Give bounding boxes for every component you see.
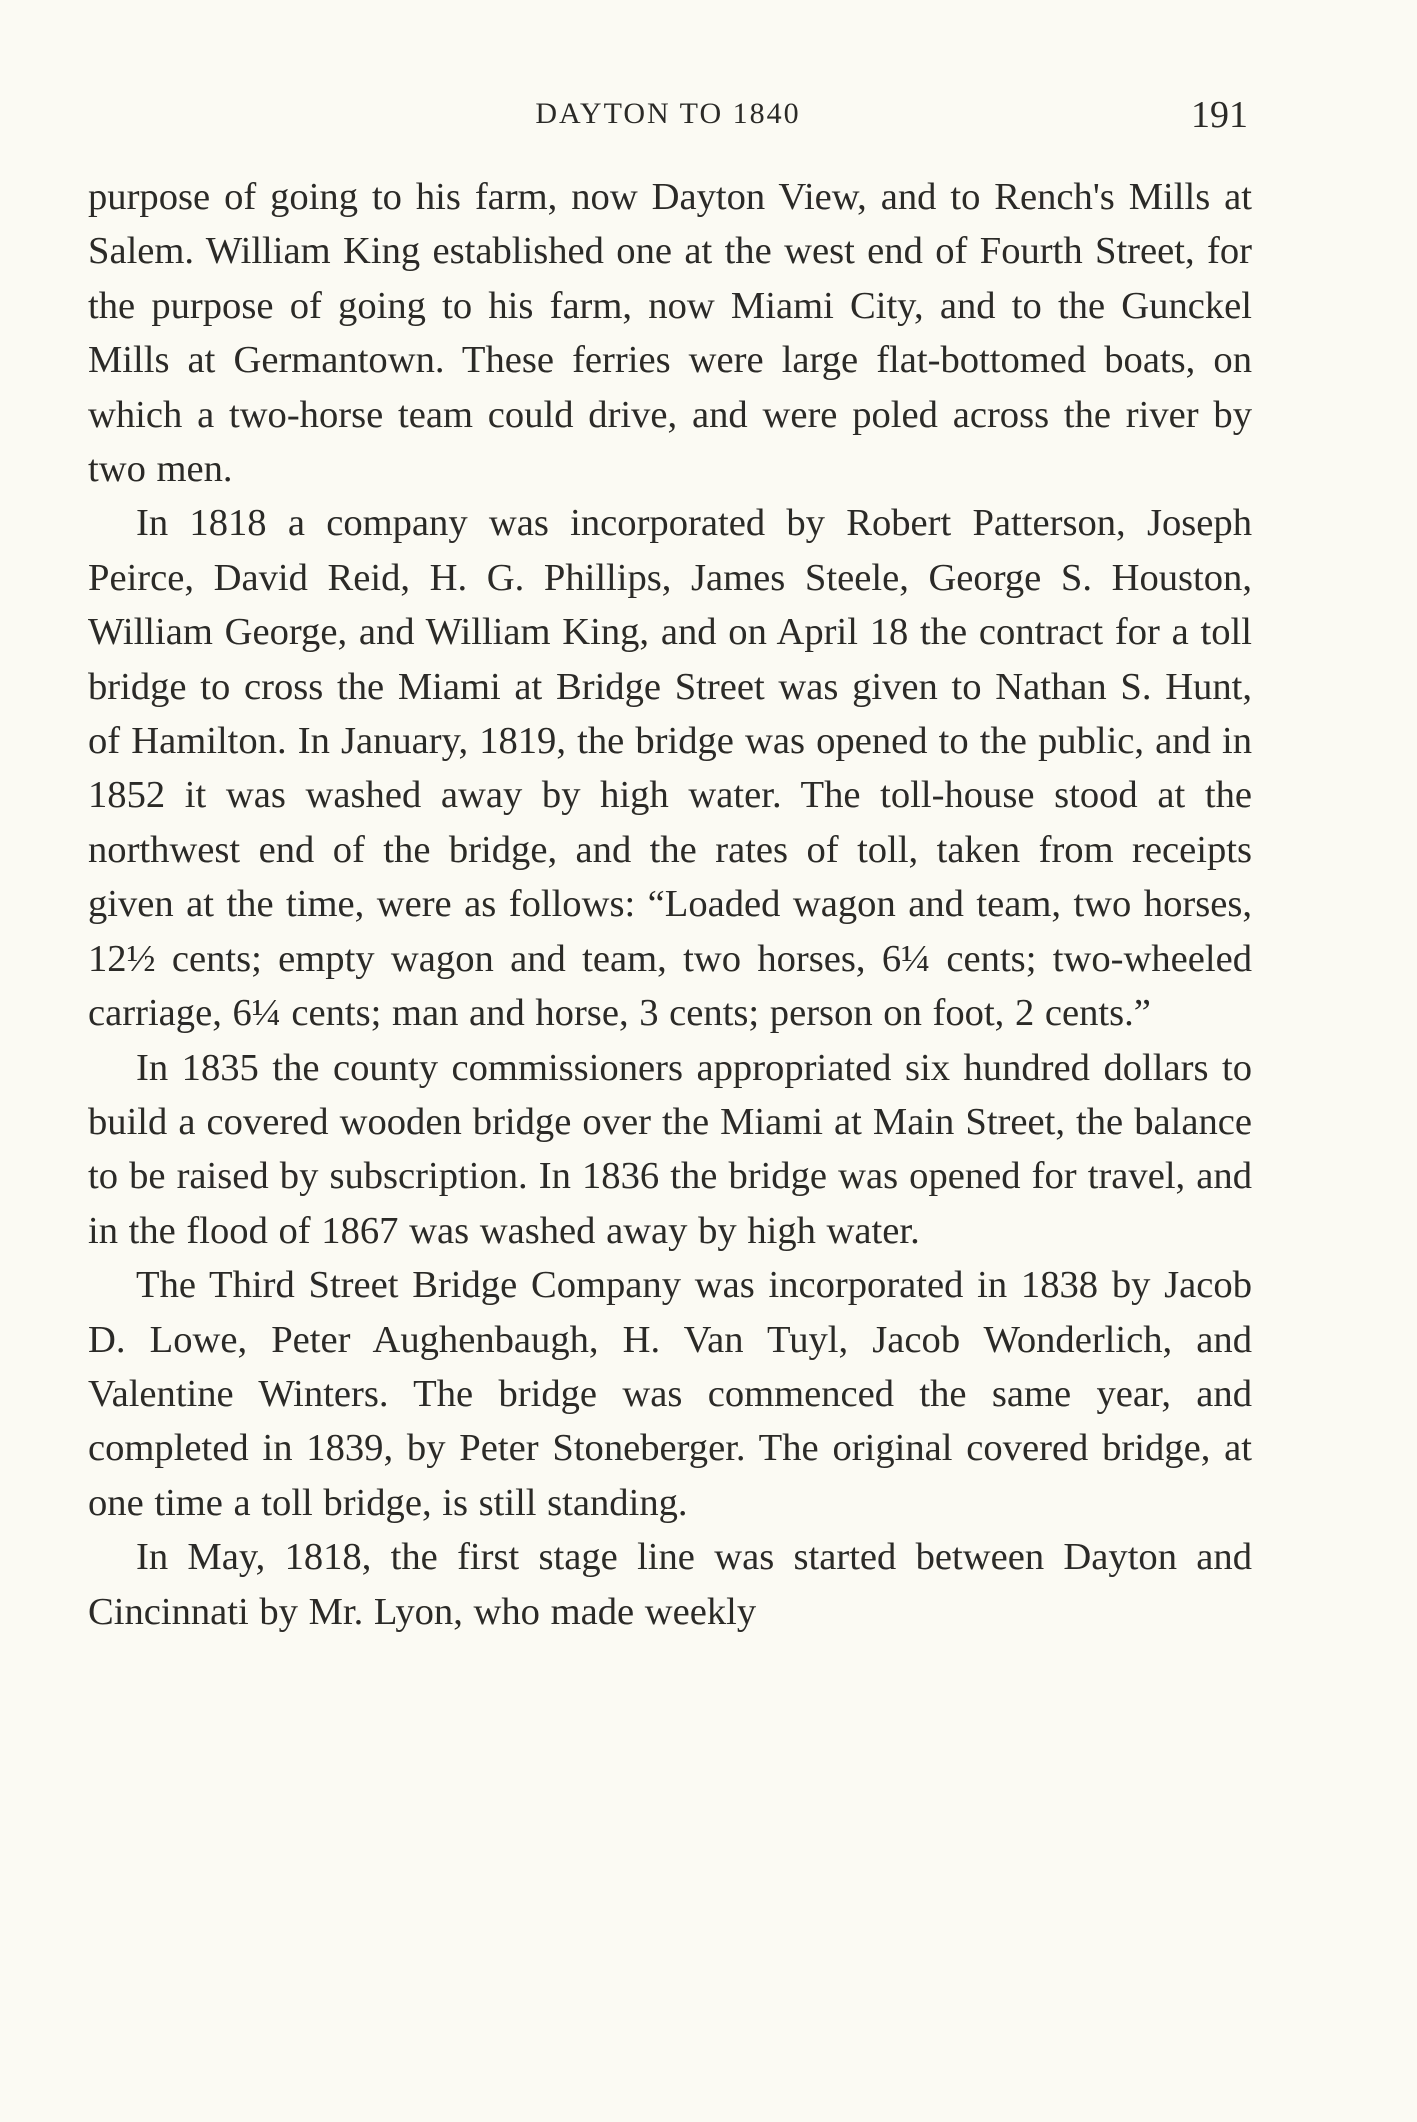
- paragraph-ferries-continued: purpose of going to his farm, now Dayton View, and to Rench's Mills at Salem. William King established one at the west end of Fourth Street, for the purpose of going to his farm, now Miami City, and to the Gunckel Mills at Germantown. These ferries were large flat-bottomed boats, on which a two-horse team could drive, and were poled across the river by two men.: [88, 176, 1252, 491]
- body-text: [88, 170, 1252, 1639]
- paragraph-stage-line: In May, 1818, the first stage line was started between Dayton and Cincinnati by Mr. Lyon, who made weekly: [88, 1536, 1252, 1633]
- paragraph-third-street-bridge: The Third Street Bridge Company was incorporated in 1838 by Jacob D. Lowe, Peter Aughenbaugh, H. Van Tuyl, Jacob Wonderlich, and Valentine Winters. The bridge was commenced the same year, and completed in 1839, by Peter Stoneberger. The original covered bridge, at one time a toll bridge, is still standing.: [88, 1264, 1252, 1524]
- page-number: 191: [1191, 94, 1248, 136]
- running-title: DAYTON TO 1840: [535, 97, 801, 130]
- paragraph-main-street-bridge: In 1835 the county commissioners appropriated six hundred dollars to build a covered wooden bridge over the Miami at Main Street, the balance to be raised by subscription. In 1836 the bridge was opened for travel, and in the flood of 1867 was washed away by high water.: [88, 1046, 1252, 1252]
- paragraph-toll-bridge-1818: In 1818 a company was incorporated by Robert Patterson, Joseph Peirce, David Reid, H. G. Phillips, James Steele, George S. Houston, William George, and William King, and on April 18 the contract for a toll bridge to cross the Miami at Bridge Street was given to Nathan S. Hunt, of Hamilton. In January, 1819, the bridge was opened to the public, and in 1852 it was washed away by high water. The toll-house stood at the northwest end of the bridge, and the rates of toll, taken from receipts given at the time, were as follows: “Loaded wagon and team, two horses, 12½ cents; empty wagon and team, two horses, 6¼ cents; two-wheeled carriage, 6¼ cents; man and horse, 3 cents; person on foot, 2 cents.”: [88, 502, 1252, 1035]
- running-head: [88, 93, 1248, 136]
